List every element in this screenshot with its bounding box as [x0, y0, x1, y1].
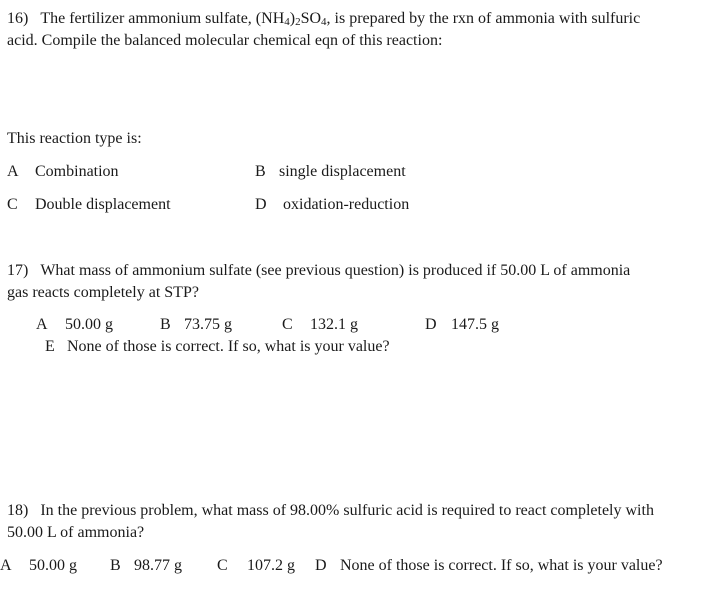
- q17-option-b-letter: B: [160, 316, 171, 333]
- q18-option-a-letter: A: [0, 557, 12, 574]
- q17-line1: [7, 260, 630, 282]
- q16-sub2: 2: [295, 16, 301, 28]
- q18-line2: 50.00 L of ammonia?: [7, 524, 145, 541]
- q16-number: 16): [7, 10, 29, 27]
- q17-option-a[interactable]: [36, 314, 113, 336]
- q16-option-c-text: Double displacement: [35, 196, 171, 213]
- q16-text-so: SO: [300, 10, 322, 27]
- q17-option-b-text: 73.75 g: [184, 316, 232, 333]
- q17-option-e-text: None of those is correct. If so, what is your value?: [67, 338, 390, 355]
- q16-option-b[interactable]: [255, 161, 406, 183]
- q17-option-e-letter: E: [45, 338, 55, 355]
- q18-text-line1: In the previous problem, what mass of 98.00% sulfuric acid is required to react completely with: [40, 502, 654, 519]
- q18-option-a-text: 50.00 g: [29, 557, 77, 574]
- q17-option-e[interactable]: [45, 336, 390, 358]
- q18-option-c[interactable]: [217, 555, 295, 577]
- q16-option-b-letter: B: [255, 163, 266, 180]
- q18-number: 18): [7, 502, 29, 519]
- q16-option-b-text: single displacement: [279, 163, 406, 180]
- q16-option-a-text: Combination: [35, 163, 119, 180]
- q16-option-c[interactable]: [7, 194, 171, 216]
- q18-option-d-letter: D: [315, 557, 327, 574]
- q18-option-b-text: 98.77 g: [134, 557, 182, 574]
- q17-option-c-letter: C: [282, 316, 293, 333]
- q18-option-c-letter: C: [217, 557, 228, 574]
- q16-option-a-letter: A: [7, 163, 19, 180]
- q16-option-c-letter: C: [7, 196, 18, 213]
- q16-option-d-text: oxidation-reduction: [283, 196, 410, 213]
- q16-option-d[interactable]: [255, 194, 409, 216]
- q17-option-c[interactable]: [282, 314, 358, 336]
- q17-option-d-text: 147.5 g: [451, 316, 499, 333]
- q16-sub3: 4: [321, 16, 327, 28]
- q17-option-d[interactable]: [425, 314, 499, 336]
- q17-option-b[interactable]: [160, 314, 232, 336]
- q18-option-b[interactable]: [110, 555, 182, 577]
- q17-option-d-letter: D: [425, 316, 437, 333]
- q16-line1: [7, 8, 640, 30]
- q16-mid: ): [289, 10, 296, 27]
- q17-number: 17): [7, 262, 29, 279]
- q18-option-d[interactable]: [315, 555, 663, 577]
- q16-text-before: The fertilizer ammonium sulfate, (NH: [40, 10, 285, 27]
- q18-option-b-letter: B: [110, 557, 121, 574]
- q16-option-d-letter: D: [255, 196, 267, 213]
- q17-line2: gas reacts completely at STP?: [7, 284, 199, 301]
- q16-text-after: , is prepared by the rxn of ammonia with sulfuric: [326, 10, 641, 27]
- q16-type-prompt: This reaction type is:: [7, 130, 142, 147]
- q17-option-a-letter: A: [36, 316, 48, 333]
- q18-option-d-text: None of those is correct. If so, what is your value?: [340, 557, 663, 574]
- q18-option-c-text: 107.2 g: [247, 557, 295, 574]
- q18-option-a[interactable]: [0, 555, 77, 577]
- q17-option-c-text: 132.1 g: [310, 316, 358, 333]
- q18-line1: [7, 500, 654, 522]
- q17-option-a-text: 50.00 g: [65, 316, 113, 333]
- q16-line2: acid. Compile the balanced molecular chemical eqn of this reaction:: [7, 32, 443, 49]
- q17-text-line1: What mass of ammonium sulfate (see previous question) is produced if 50.00 L of ammonia: [40, 262, 631, 279]
- q16-sub1: 4: [284, 16, 290, 28]
- q16-option-a[interactable]: [7, 161, 119, 183]
